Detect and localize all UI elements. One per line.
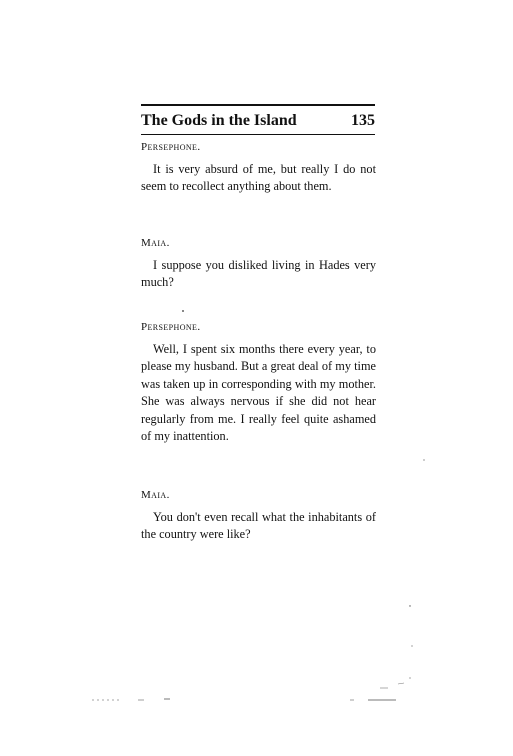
speaker-name: Persephone.	[141, 141, 201, 153]
speech-text: It is very absurd of me, but really I do not seem to recollect anything about them.	[141, 162, 376, 194]
speech-block	[141, 236, 376, 292]
page-number: 135	[351, 112, 375, 129]
speech-text: You don't even recall what the inhabitants of the country were like?	[141, 510, 376, 542]
speaker-name: Persephone.	[141, 321, 201, 333]
running-header	[141, 110, 375, 132]
speech-text: Well, I spent six months there every year, to please my husband. But a great deal of my time was taken up in corresponding with my mother. She was always nervous if she did not hear regularly from me. I really feel quite ashamed of my inattention.	[141, 342, 376, 444]
header-top-rule	[141, 104, 375, 106]
speech-block	[141, 488, 376, 544]
running-title: The Gods in the Island	[141, 112, 297, 129]
speaker-name: Maia.	[141, 237, 170, 249]
speech-block	[141, 140, 376, 196]
header-bottom-rule	[141, 134, 375, 135]
speaker-name: Maia.	[141, 489, 170, 501]
speech-block	[141, 320, 376, 445]
speech-text: I suppose you disliked living in Hades very much?	[141, 258, 376, 290]
